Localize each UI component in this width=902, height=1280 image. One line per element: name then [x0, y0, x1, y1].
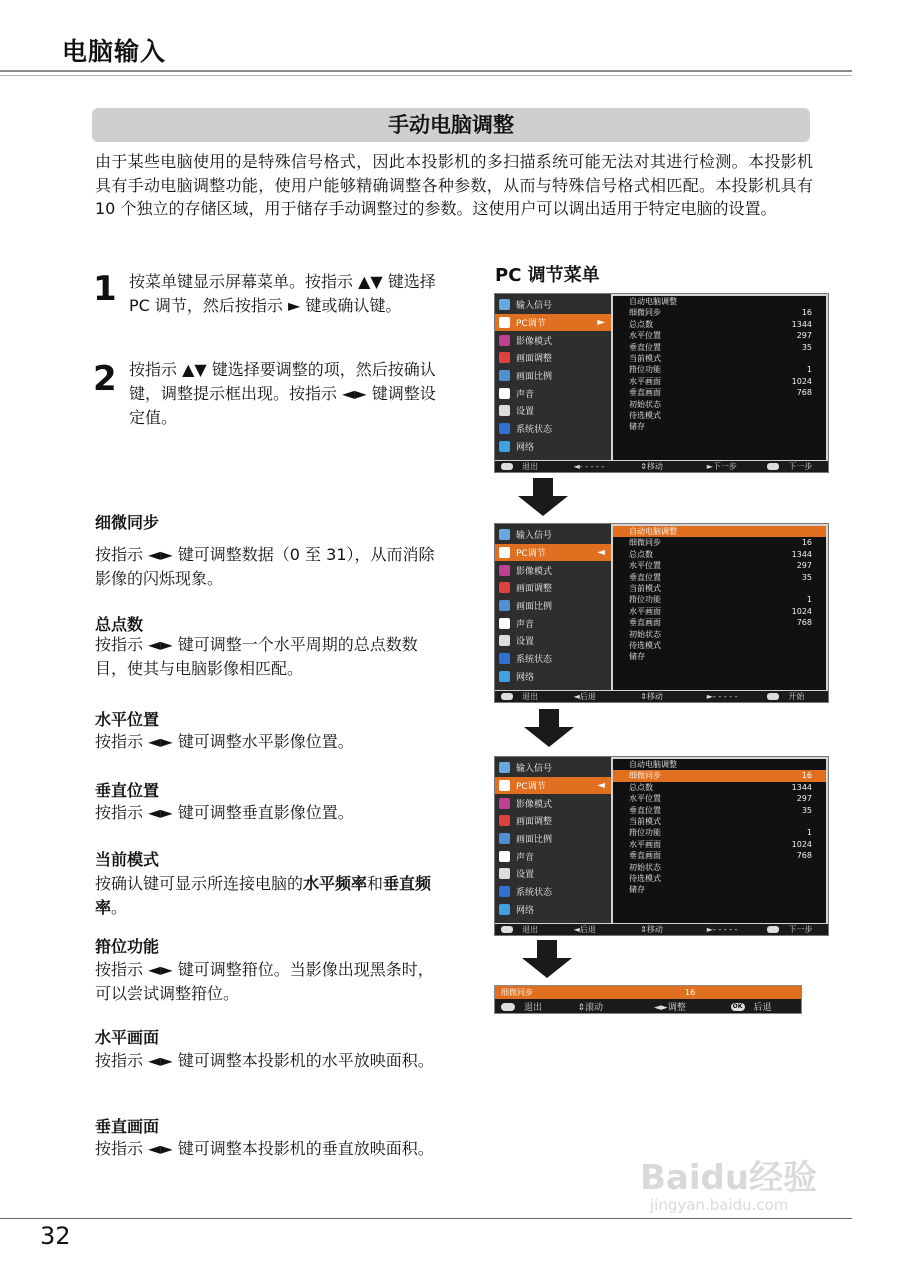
osd-menu-item-value: 35	[801, 572, 812, 582]
menu-button-icon	[501, 926, 513, 933]
footer-divider	[0, 1218, 852, 1219]
osd-footer	[495, 461, 828, 472]
exit-hint: 退出	[495, 1000, 572, 1013]
move-hint: ⇕移动	[640, 925, 663, 934]
osd-menu-item-label: 水平位置	[629, 561, 661, 571]
setting-icon	[499, 635, 510, 646]
osd-sidebar-label: 输入信号	[516, 301, 553, 312]
arrow-left-icon: ◄	[597, 547, 605, 559]
osd-menu-item-label: 总点数	[629, 319, 653, 329]
osd-menu-item[interactable]	[613, 399, 826, 410]
osd-menu-item-value: 1344	[791, 319, 812, 329]
osd-menu-item-label: 储存	[629, 652, 645, 662]
osd-menu-item-label: 细微同步	[629, 771, 661, 781]
osd-menu-item[interactable]	[613, 873, 826, 884]
feature-desc: 按指示 ◄► 键可调整数据（0 至 31），从而消除影像的闪烁现象。	[95, 545, 435, 588]
page-number: 32	[40, 1222, 71, 1250]
sound-icon	[499, 618, 510, 629]
osd-sidebar-item[interactable]	[495, 349, 611, 367]
osd-menu-item-label: 总点数	[629, 549, 653, 559]
osd-menu-item-label: 垂直画面	[629, 851, 661, 861]
osd-main-panel	[613, 296, 826, 460]
network-icon	[499, 904, 510, 915]
osd-menu-item-value: 1344	[791, 782, 812, 792]
network-icon	[499, 671, 510, 682]
osd-sidebar-label: 声音	[516, 619, 535, 630]
feature-desc: 按指示 ◄► 键可调整水平影像位置。	[95, 732, 354, 751]
osd-menu-item-label: 细微同步	[629, 308, 661, 318]
feature-title: 箝位功能	[95, 937, 160, 956]
osd-sidebar-label: 输入信号	[516, 531, 553, 542]
feature-title: 水平画面	[95, 1028, 160, 1047]
osd-menu-item[interactable]	[613, 816, 826, 827]
feature-desc: 按指示 ◄► 键可调整垂直影像位置。	[95, 803, 354, 822]
osd-footer	[495, 924, 828, 935]
osd-menu-item-label: 水平画面	[629, 606, 661, 616]
osd-sidebar	[495, 757, 611, 923]
osd-menu-item-value: 1344	[791, 549, 812, 559]
down-arrow-icon	[518, 478, 568, 516]
osd-menu-item[interactable]	[613, 387, 826, 398]
ok-hint: 下一步	[761, 924, 828, 935]
osd-sidebar-item[interactable]	[495, 402, 611, 420]
picture-adjust-icon	[499, 815, 510, 826]
osd-menu-item-label: 垂直位置	[629, 342, 661, 352]
osd-menu-item-label: 箝位功能	[629, 595, 661, 605]
osd-menu-screen-2	[494, 523, 829, 703]
osd-sidebar-item[interactable]	[495, 865, 611, 883]
picture-adjust-icon	[499, 352, 510, 363]
osd-sidebar-label: 画面调整	[516, 354, 553, 365]
adjust-hint: ◄►调整	[654, 1002, 686, 1013]
chapter-title: 电脑输入	[62, 37, 167, 66]
osd-sidebar-item[interactable]	[495, 812, 611, 830]
osd-sidebar-item[interactable]	[495, 614, 611, 632]
down-arrow-icon	[522, 940, 572, 978]
osd-menu-item[interactable]	[613, 651, 826, 662]
header-divider-thin	[0, 75, 852, 76]
osd-menu-item[interactable]	[613, 617, 826, 628]
osd-menu-item[interactable]	[613, 629, 826, 640]
step-text: 按菜单键显示屏幕菜单。按指示 ▲▼ 键选择 PC 调节，然后按指示 ► 键或确认键。	[129, 272, 436, 315]
feature-desc: 按指示 ◄► 键可调整本投影机的垂直放映面积。	[95, 1139, 434, 1158]
input-icon	[499, 762, 510, 773]
osd-menu-screen-1	[494, 293, 829, 473]
osd-menu-item[interactable]	[613, 421, 826, 432]
setting-icon	[499, 868, 510, 879]
osd-sidebar-label: PC调节	[516, 319, 546, 330]
osd-sidebar-item[interactable]	[495, 384, 611, 402]
osd-sidebar-item[interactable]	[495, 544, 611, 562]
pc-adjust-icon	[499, 547, 510, 558]
osd-sidebar-label: 影像模式	[516, 336, 553, 347]
osd-sidebar-item[interactable]	[495, 331, 611, 349]
osd-menu-item-label: 箝位功能	[629, 828, 661, 838]
menu-button-icon	[501, 463, 513, 470]
osd-sidebar-item[interactable]	[495, 847, 611, 865]
image-mode-icon	[499, 798, 510, 809]
sound-icon	[499, 851, 510, 862]
osd-sidebar-item[interactable]	[495, 883, 611, 901]
osd-menu-item[interactable]	[613, 770, 826, 781]
osd-menu-item-label: 当前模式	[629, 583, 661, 593]
osd-sidebar-label: 输入信号	[516, 764, 553, 775]
osd-menu-item-value: 16	[801, 538, 812, 548]
osd-menu-item-label: 水平画面	[629, 839, 661, 849]
input-icon	[499, 529, 510, 540]
adjust-dialog-value: 16	[685, 988, 696, 997]
osd-menu-item-label: 垂直位置	[629, 805, 661, 815]
osd-sidebar-label: 系统状态	[516, 888, 553, 899]
osd-sidebar-item[interactable]	[495, 777, 611, 795]
step-number: 2	[93, 359, 117, 399]
osd-menu-item-label: 总点数	[629, 782, 653, 792]
osd-menu-item[interactable]	[613, 850, 826, 861]
osd-sidebar-label: 画面调整	[516, 817, 553, 828]
aspect-ratio-icon	[499, 370, 510, 381]
osd-menu-item[interactable]	[613, 759, 826, 770]
osd-sidebar-label: PC调节	[516, 782, 546, 793]
info-icon	[499, 886, 510, 897]
feature-title: 当前模式	[95, 850, 160, 869]
feature-desc: 按指示 ◄► 键可调整箝位。当影像出现黑条时，可以尝试调整箝位。	[95, 960, 434, 1003]
feature-title: 水平位置	[95, 710, 160, 729]
back-hint: ◄后退	[573, 925, 596, 934]
osd-sidebar-label: 系统状态	[516, 655, 553, 666]
ok-button-icon	[767, 463, 779, 470]
osd-sidebar-label: 网络	[516, 442, 535, 453]
osd-menu-item[interactable]	[613, 827, 826, 838]
osd-menu-item[interactable]	[613, 862, 826, 873]
osd-sidebar-item[interactable]	[495, 296, 611, 314]
move-hint: ⇕移动	[640, 462, 663, 471]
osd-menu-item-label: 细微同步	[629, 538, 661, 548]
osd-menu-item[interactable]	[613, 549, 826, 560]
scroll-hint: ⇕滚动	[577, 1002, 604, 1013]
osd-menu-item[interactable]	[613, 410, 826, 421]
back-hint: OK 后退	[725, 1000, 802, 1013]
osd-menu-item[interactable]	[613, 537, 826, 548]
osd-menu-item-label: 垂直画面	[629, 618, 661, 628]
osd-menu-item[interactable]	[613, 526, 826, 537]
osd-menu-item-label: 初始状态	[629, 399, 661, 409]
osd-menu-item-value: 297	[796, 794, 812, 804]
osd-sidebar-label: 设置	[516, 407, 535, 418]
osd-menu-item-label: 箝位功能	[629, 365, 661, 375]
image-mode-icon	[499, 335, 510, 346]
osd-sidebar-label: 声音	[516, 852, 535, 863]
osd-sidebar-item[interactable]	[495, 650, 611, 668]
osd-menu-item-label: 垂直位置	[629, 572, 661, 582]
osd-sidebar-label: 设置	[516, 637, 535, 648]
down-arrow-icon	[524, 709, 574, 747]
header-divider	[0, 70, 852, 72]
osd-main-panel	[613, 759, 826, 923]
osd-menu-item-label: 待选模式	[629, 873, 661, 883]
osd-menu-item-value: 1024	[791, 376, 812, 386]
picture-adjust-icon	[499, 582, 510, 593]
info-icon	[499, 423, 510, 434]
osd-menu-item[interactable]	[613, 376, 826, 387]
input-icon	[499, 299, 510, 310]
osd-sidebar-label: 设置	[516, 870, 535, 881]
intro-paragraph: 由于某些电脑使用的是特殊信号格式，因此本投影机的多扫描系统可能无法对其进行检测。本投影机具有手动电脑调整功能，使用户能够精确调整各种参数，从而与特殊信号格式相匹配。本投影机具有 10 个独立的存储区域，用于储存手动调整过的参数。这使用户可以调出适用于特定电脑的设置。	[95, 152, 813, 218]
pc-adjust-icon	[499, 317, 510, 328]
osd-menu-item-value: 768	[796, 388, 812, 398]
osd-sidebar-label: 画面比例	[516, 372, 553, 383]
osd-menu-item[interactable]	[613, 560, 826, 571]
osd-menu-item[interactable]	[613, 342, 826, 353]
next-hint: ►下一步	[706, 462, 737, 471]
osd-footer	[495, 691, 828, 702]
osd-menu-item-label: 待选模式	[629, 640, 661, 650]
osd-sidebar-label: 影像模式	[516, 799, 553, 810]
osd-sidebar-label: 画面比例	[516, 602, 553, 613]
osd-menu-item-label: 水平画面	[629, 376, 661, 386]
osd-menu-item-label: 初始状态	[629, 862, 661, 872]
osd-sidebar-item[interactable]	[495, 526, 611, 544]
osd-menu-item[interactable]	[613, 307, 826, 318]
osd-sidebar-item[interactable]	[495, 438, 611, 456]
osd-menu-item-value: 35	[801, 342, 812, 352]
adjust-dialog-label: 细微同步 16	[495, 986, 801, 999]
osd-menu-item-value: 1024	[791, 606, 812, 616]
osd-menu-item-label: 初始状态	[629, 629, 661, 639]
osd-menu-item[interactable]	[613, 319, 826, 330]
osd-menu-item-label: 自动电脑调整	[629, 297, 677, 306]
feature-title: 总点数	[95, 615, 144, 634]
osd-menu-item-label: 储存	[629, 422, 645, 432]
osd-menu-item-value: 1	[806, 828, 812, 838]
exit-hint: 退出	[495, 924, 562, 935]
next-hint: ►- - - - -	[706, 925, 738, 934]
section-title: 手动电脑调整	[92, 108, 810, 142]
exit-hint: 退出	[495, 691, 562, 702]
feature-title: 垂直画面	[95, 1117, 160, 1136]
ok-button-icon	[767, 693, 779, 700]
osd-sidebar-label: 画面调整	[516, 584, 553, 595]
aspect-ratio-icon	[499, 600, 510, 611]
adjust-dialog	[494, 985, 802, 1014]
osd-menu-item-label: 自动电脑调整	[629, 760, 677, 769]
next-hint: ►- - - - -	[706, 692, 738, 701]
osd-sidebar	[495, 294, 611, 460]
osd-menu-item[interactable]	[613, 606, 826, 617]
osd-sidebar-item[interactable]	[495, 597, 611, 615]
osd-main-panel	[613, 526, 826, 690]
osd-sidebar-item[interactable]	[495, 420, 611, 438]
osd-sidebar-item[interactable]	[495, 632, 611, 650]
osd-menu-item-value: 1	[806, 365, 812, 375]
osd-sidebar-item[interactable]	[495, 579, 611, 597]
back-hint: ◄- - - - -	[573, 462, 605, 471]
osd-menu-item-label: 当前模式	[629, 816, 661, 826]
arrow-right-icon: ►	[597, 317, 605, 329]
feature-desc: 按确认键可显示所连接电脑的水平频率和垂直频率。	[95, 874, 432, 917]
osd-menu-item-value: 1024	[791, 839, 812, 849]
watermark-logo: Baidu经验	[640, 1158, 818, 1198]
back-hint: ◄后退	[573, 692, 596, 701]
pc-adjust-icon	[499, 780, 510, 791]
osd-menu-item[interactable]	[613, 640, 826, 651]
osd-menu-item[interactable]	[613, 572, 826, 583]
ok-hint: 下一步	[761, 461, 828, 472]
move-hint: ⇕移动	[640, 692, 663, 701]
osd-sidebar-item[interactable]	[495, 668, 611, 686]
adjust-dialog-footer	[495, 999, 801, 1013]
osd-sidebar-item[interactable]	[495, 561, 611, 579]
osd-sidebar-item[interactable]	[495, 830, 611, 848]
osd-menu-item-value: 35	[801, 805, 812, 815]
osd-sidebar-label: 网络	[516, 672, 535, 683]
osd-sidebar-label: 系统状态	[516, 425, 553, 436]
sound-icon	[499, 388, 510, 399]
osd-menu-item-value: 768	[796, 851, 812, 861]
feature-desc: 按指示 ◄► 键可调整本投影机的水平放映面积。	[95, 1051, 434, 1070]
osd-menu-item-value: 297	[796, 331, 812, 341]
osd-menu-item-label: 水平位置	[629, 331, 661, 341]
ok-button-icon	[767, 926, 779, 933]
osd-menu-item-label: 自动电脑调整	[629, 527, 677, 536]
osd-menu-item[interactable]	[613, 782, 826, 793]
osd-menu-item[interactable]	[613, 884, 826, 895]
osd-menu-item-value: 16	[801, 771, 812, 781]
osd-sidebar	[495, 524, 611, 690]
osd-sidebar-label: 影像模式	[516, 566, 553, 577]
osd-sidebar-item[interactable]	[495, 794, 611, 812]
osd-menu-item[interactable]	[613, 330, 826, 341]
osd-menu-item-value: 297	[796, 561, 812, 571]
ok-hint: 开始	[761, 691, 828, 702]
osd-menu-item-label: 水平位置	[629, 794, 661, 804]
step-text: 按指示 ▲▼ 键选择要调整的项，然后按确认键，调整提示框出现。按指示 ◄► 键调整设定值。	[129, 360, 436, 427]
watermark-url: jingyan.baidu.com	[650, 1196, 789, 1214]
osd-menu-item[interactable]	[613, 296, 826, 307]
osd-menu-item-label: 当前模式	[629, 353, 661, 363]
osd-menu-item-value: 1	[806, 595, 812, 605]
info-icon	[499, 653, 510, 664]
osd-sidebar-label: 画面比例	[516, 835, 553, 846]
osd-sidebar-item[interactable]	[495, 367, 611, 385]
exit-hint: 退出	[495, 461, 562, 472]
osd-menu-item[interactable]	[613, 353, 826, 364]
osd-sidebar-label: 声音	[516, 389, 535, 400]
feature-desc: 按指示 ◄► 键可调整一个水平周期的总点数数目，使其与电脑影像相匹配。	[95, 635, 418, 678]
osd-menu-item-label: 垂直画面	[629, 388, 661, 398]
image-mode-icon	[499, 565, 510, 576]
feature-title: 细微同步	[95, 513, 160, 532]
pc-menu-title: PC 调节菜单	[495, 265, 600, 286]
osd-menu-item[interactable]	[613, 594, 826, 605]
osd-menu-item-value: 16	[801, 308, 812, 318]
osd-menu-screen-3	[494, 756, 829, 936]
feature-title: 垂直位置	[95, 781, 160, 800]
step-number: 1	[93, 269, 117, 309]
osd-sidebar-item[interactable]	[495, 759, 611, 777]
osd-menu-item-label: 待选模式	[629, 410, 661, 420]
setting-icon	[499, 405, 510, 416]
osd-menu-item[interactable]	[613, 805, 826, 816]
arrow-left-icon: ◄	[597, 780, 605, 792]
osd-menu-item[interactable]	[613, 364, 826, 375]
osd-menu-item-value: 768	[796, 618, 812, 628]
osd-sidebar-label: 网络	[516, 905, 535, 916]
osd-menu-item[interactable]	[613, 583, 826, 594]
osd-sidebar-item[interactable]	[495, 901, 611, 919]
osd-menu-item[interactable]	[613, 839, 826, 850]
menu-button-icon	[501, 693, 513, 700]
osd-menu-item-label: 储存	[629, 885, 645, 895]
osd-sidebar-label: PC调节	[516, 549, 546, 560]
osd-sidebar-item[interactable]	[495, 314, 611, 332]
network-icon	[499, 441, 510, 452]
aspect-ratio-icon	[499, 833, 510, 844]
osd-menu-item[interactable]	[613, 793, 826, 804]
